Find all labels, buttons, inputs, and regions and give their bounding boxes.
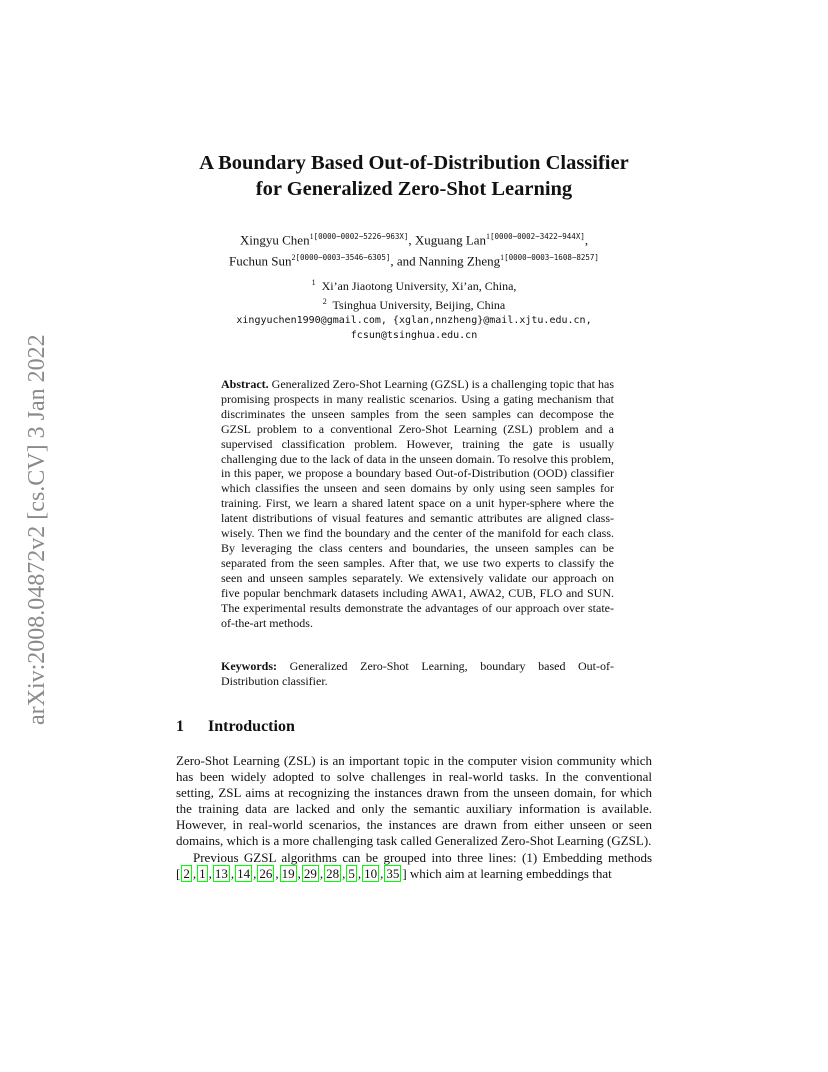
abstract-text: Generalized Zero-Shot Learning (GZSL) is a challenging topic that has promising prospects in many realistic scenarios. Using a gating mechanism that discriminates the unseen samples from the seen samples can decompose the GZSL problem to a conventional Zero-Shot Learning (ZSL) problem and a supervised classification problem. However, training the gate is usually challenging due to the lack of data in the unseen domain. To resolve this problem, in this paper, we propose a boundary based Out-of-Distribution (OOD) classifier which classifies the unseen and seen domains by only using seen samples for training. First, we learn a shared latent space on a unit hyper-sphere where the latent distributions of visual features and semantic attributes are aligned class-wisely. Then we find the boundary and the center of the manifold for each class. By leveraging the class centers and boundaries, the unseen samples can be separated from the seen samples. After that, we use two experts to classify the seen and unseen samples separately. We extensively validate our approach on five popular benchmark datasets including AWA1, AWA2, CUB, FLO and SUN. The experimental results demonstrate the advantages of our approach over state-of-the-art methods.	[221, 377, 615, 630]
affiliation-mark: 2	[322, 297, 327, 306]
email-line-2[interactable]: fcsun@tsinghua.edu.cn	[350, 330, 478, 341]
author-affiliation-mark: 1	[309, 232, 314, 241]
abstract-label: Abstract.	[221, 377, 269, 391]
author-name: Xuguang Lan	[414, 232, 487, 248]
keywords-label: Keywords:	[221, 659, 277, 673]
author-name: Fuchun Sun	[229, 253, 292, 269]
author-name: Nanning Zheng	[418, 253, 501, 269]
affiliation-text: Xi’an Jiaotong University, Xi’an, China,	[321, 279, 517, 293]
paragraph-2-text: Previous GZSL algorithms can be grouped into three lines: (1) Embedding methods [	[176, 849, 652, 881]
citation-link[interactable]: 10	[364, 865, 378, 881]
author-orcid-link[interactable]: [0000−0002−5226−963X]	[313, 232, 409, 241]
section-number: 1	[176, 718, 184, 735]
citation-link[interactable]: 35	[386, 865, 400, 881]
affiliation-1	[160, 275, 668, 294]
paper-title	[160, 150, 668, 202]
arxiv-identifier-stamp: arXiv:2008.04872v2 [cs.CV] 3 Jan 2022	[24, 334, 50, 726]
paragraph-2: Previous GZSL algorithms can be grouped into three lines: (1) Embedding methods [ 2 , 1 , 13 , 14 , 26 , 19 , 29 , 28 , 5 , 10 , 35 ] which aim at learning embeddings that	[176, 849, 652, 881]
affiliations	[160, 275, 668, 343]
author-orcid-link[interactable]: [0000−0003−3546−6305]	[295, 253, 391, 263]
affiliation-2	[160, 294, 668, 313]
author-separator: ,	[408, 232, 412, 248]
citation-link[interactable]: 28	[326, 865, 340, 881]
citation-link[interactable]: 14	[237, 865, 251, 881]
affiliation-text: Tsinghua University, Beijing, China	[332, 298, 506, 312]
citation-link[interactable]: 19	[281, 865, 295, 881]
introduction-body	[176, 753, 652, 882]
author-affiliation-mark: 1	[486, 232, 491, 241]
section-title: Introduction	[208, 718, 295, 735]
paragraph-1: Zero-Shot Learning (ZSL) is an important topic in the computer vision community which has been widely adopted to solve challenges in real-world tasks. In the conventional setting, ZSL aims at recognizing the instances drawn from the unseen domain, for which the training data are lacked and only the semantic auxiliary information is available. However, in real-world scenarios, the instances are drawn from either unseen or seen domains, which is a more challenging task called Generalized Zero-Shot Learning (GZSL).	[176, 753, 652, 849]
author-list	[150, 228, 678, 271]
affiliation-mark: 1	[311, 278, 316, 287]
author-orcid-link[interactable]: [0000−0002−3422−944X]	[490, 232, 585, 241]
author-orcid-link[interactable]: [0000−0003−1608−8257]	[504, 253, 599, 263]
section-heading-introduction	[176, 718, 295, 736]
author-affiliation-mark: 2	[291, 253, 296, 263]
author-affiliation-mark: 1	[500, 253, 505, 263]
author-name: Xingyu Chen	[239, 232, 310, 248]
citation-link[interactable]: 5	[348, 865, 355, 881]
citation-link[interactable]: 1	[199, 865, 206, 881]
citation-link[interactable]: 13	[214, 865, 228, 881]
keywords	[221, 659, 614, 689]
abstract	[221, 377, 614, 630]
title-line-2: for Generalized Zero-Shot Learning	[255, 178, 573, 200]
author-separator: , and	[390, 253, 416, 269]
title-line-1: A Boundary Based Out-of-Distribution Classifier	[199, 152, 629, 174]
citation-link[interactable]: 29	[303, 865, 317, 881]
keywords-text: Generalized Zero-Shot Learning, boundary based Out-of-Distribution classifier.	[221, 659, 615, 688]
citation-link[interactable]: 2	[183, 865, 190, 881]
paragraph-2-text-end: ] which aim at learning embeddings that	[402, 865, 612, 881]
author-separator: ,	[584, 232, 589, 248]
email-line-1[interactable]: xingyuchen1990@gmail.com, {xglan,nnzheng}@mail.xjtu.edu.cn,	[236, 315, 592, 326]
citation-link[interactable]: 26	[259, 865, 273, 881]
